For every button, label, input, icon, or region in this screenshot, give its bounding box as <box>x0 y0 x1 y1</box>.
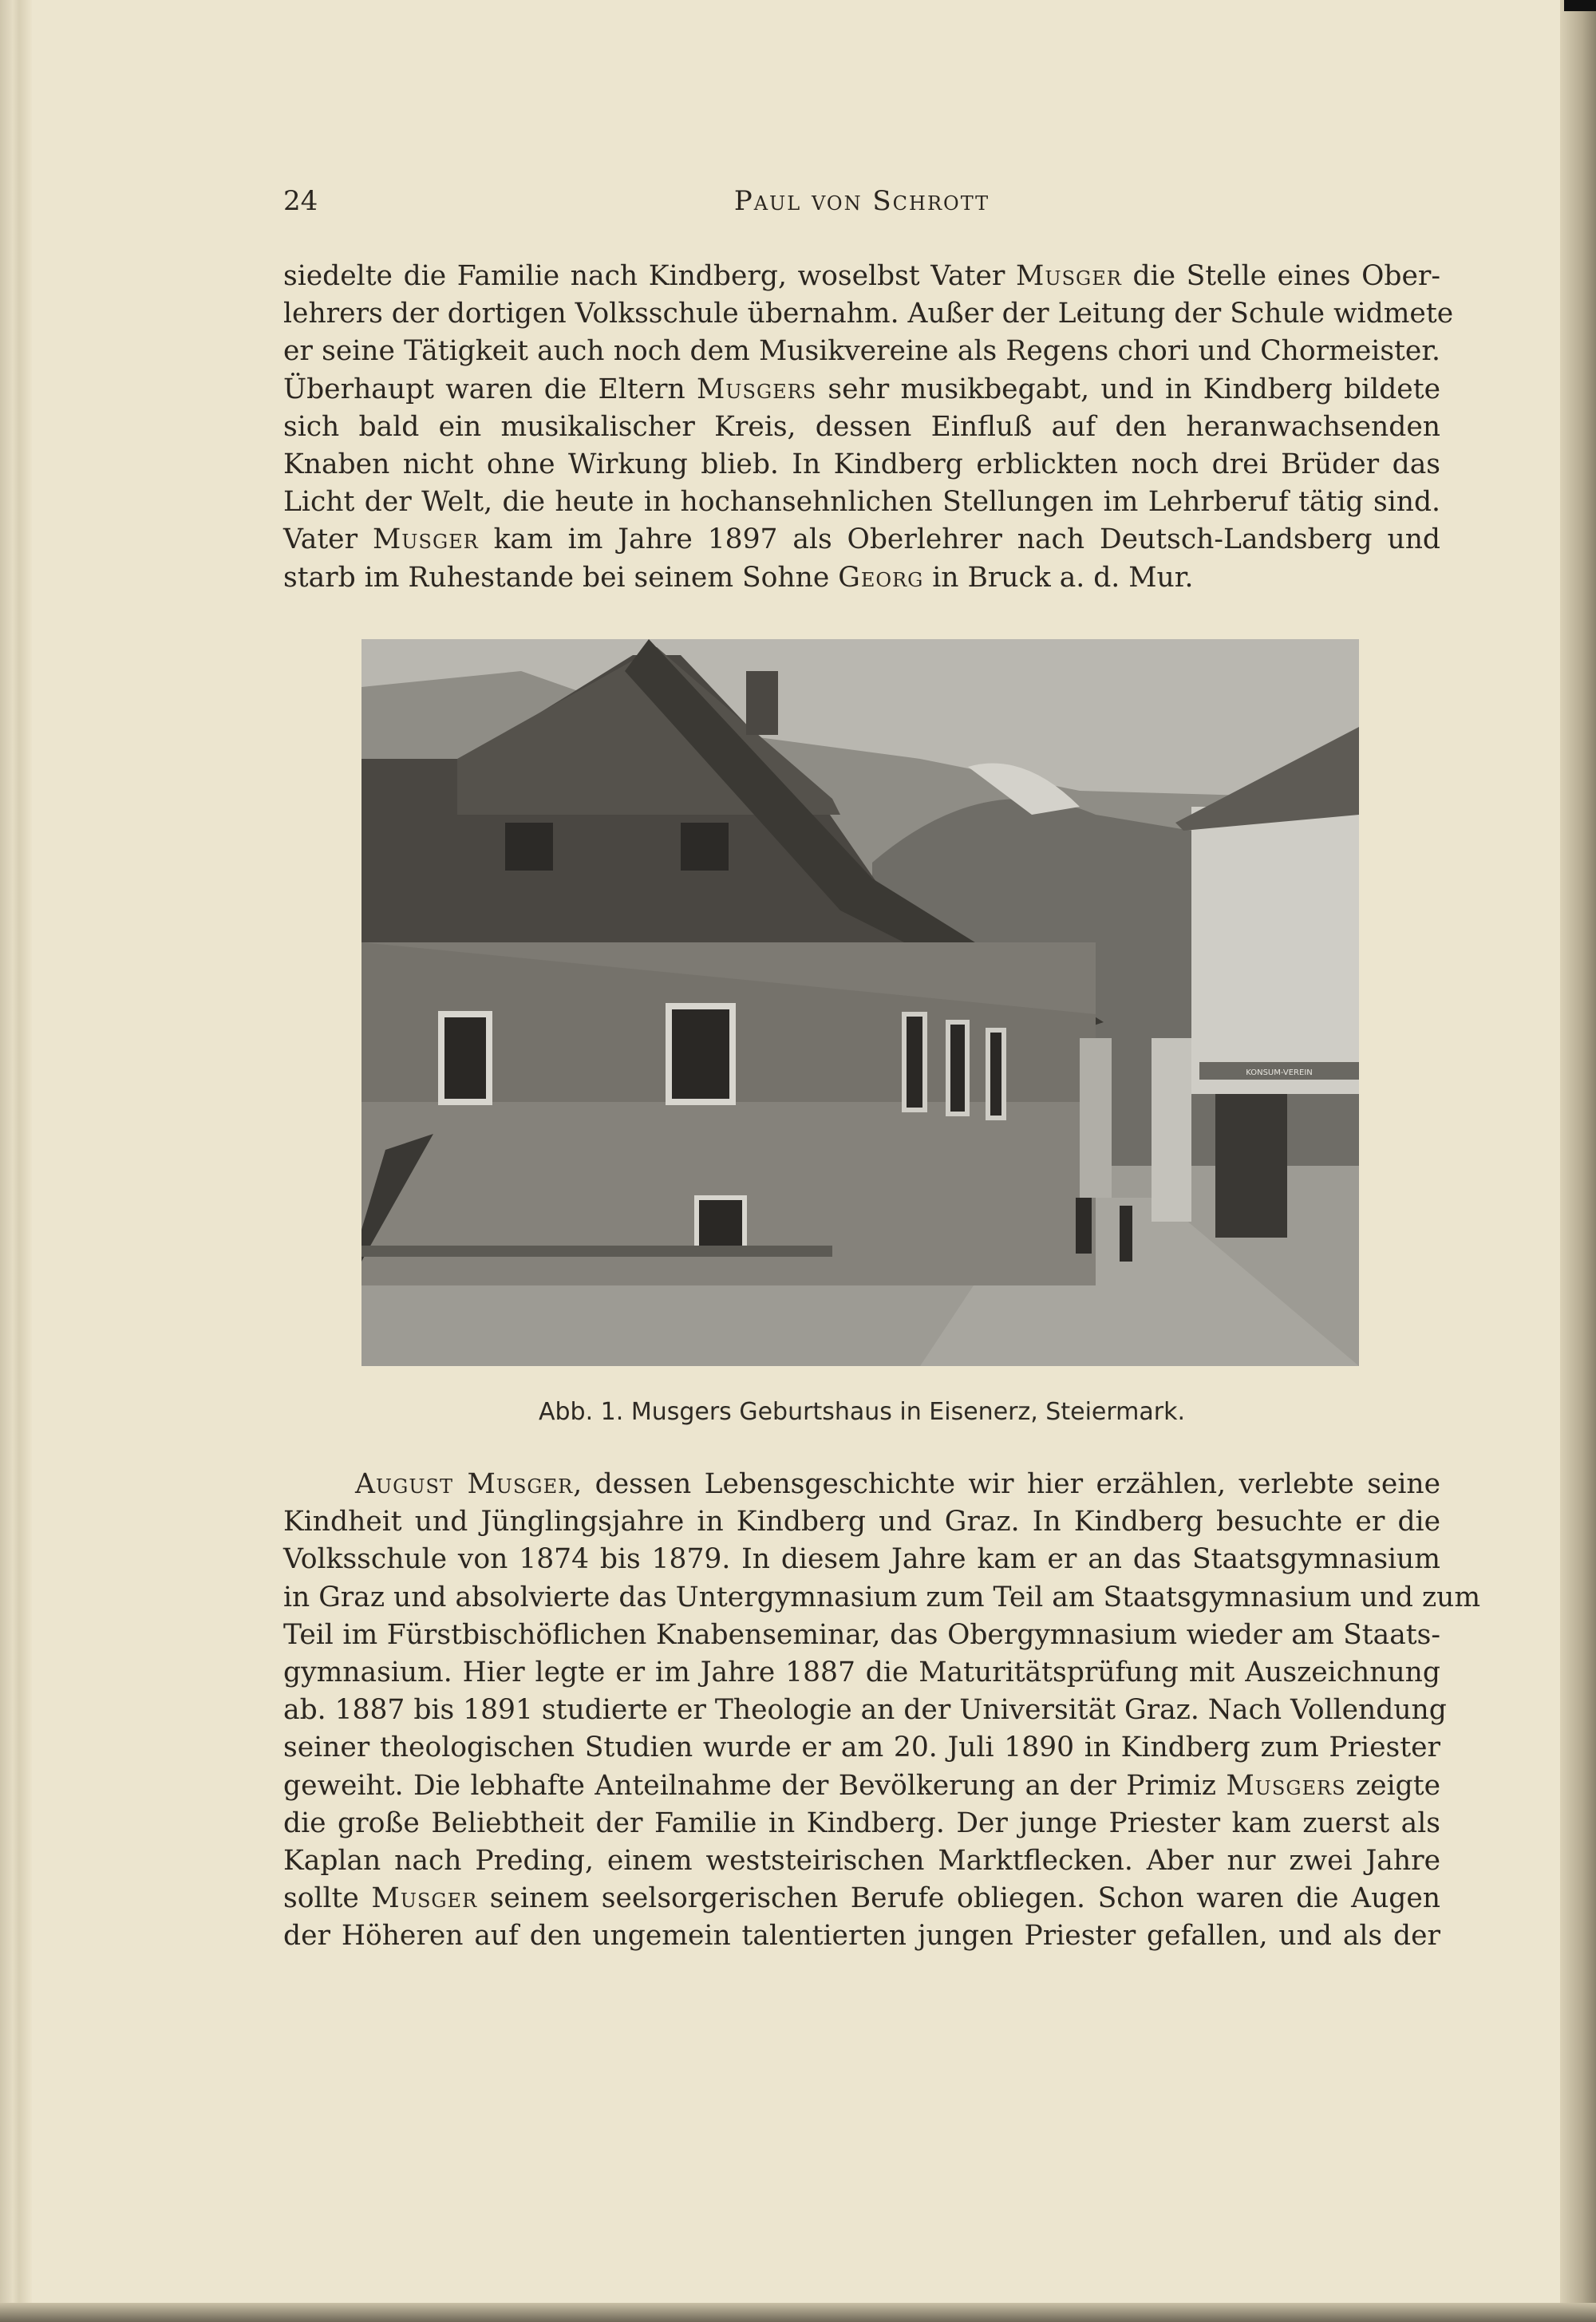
text-line <box>283 1917 1440 1955</box>
text-segment: Vater <box>283 523 373 556</box>
text-segment: Teil im Fürstbischöflichen Knabenseminar, das Obergymnasium wieder am Staats- <box>283 1618 1440 1651</box>
text-segment: sollte <box>283 1882 372 1915</box>
text-line <box>283 1466 1440 1503</box>
text-segment: Licht der Welt, die heute in hochansehnlichen Stellungen im Lehrberuf tätig sind. <box>283 486 1440 519</box>
text-segment: der Höheren auf den ungemein talentierten jungen Priester gefallen, und als der <box>283 1920 1440 1953</box>
text-line <box>283 484 1440 521</box>
small-caps-name: Musgers <box>1226 1769 1346 1802</box>
text-segment: ab. 1887 bis 1891 studierte er Theologie an der Universität Graz. Nach Vollendung <box>283 1694 1447 1727</box>
text-segment: seiner theologischen Studien wurde er am 20. Juli 1890 in Kindberg zum Priester <box>283 1732 1440 1764</box>
text-segment: geweiht. Die lebhafte Anteilnahme der Bevölkerung an der Primiz <box>283 1769 1227 1802</box>
text-segment: er seine Tätigkeit auch noch dem Musikvereine als Regens chori und Chormeister. <box>283 335 1440 368</box>
text-segment: die große Beliebtheit der Familie in Kindberg. Der junge Priester kam zuerst als <box>283 1807 1440 1839</box>
text-segment: Volksschule von 1874 bis 1879. In diesem Jahre kam er an das Staatsgymnasium <box>283 1543 1440 1576</box>
text-line <box>283 521 1440 559</box>
text-segment: Kindheit und Jünglingsjahre in Kindberg und Graz. In Kindberg besuchte er die <box>283 1506 1440 1538</box>
text-line <box>283 1692 1447 1729</box>
scan-bottom-edge <box>0 2303 1596 2322</box>
text-line <box>283 1880 1440 1917</box>
page-left-edge <box>0 0 32 2322</box>
text-segment: sehr musikbegabt, und in Kindberg bildete <box>816 373 1440 405</box>
small-caps-name: Georg <box>838 561 924 594</box>
text-line <box>283 1654 1440 1692</box>
small-caps-name: August Musger <box>355 1468 574 1500</box>
text-segment: sich bald ein musikalischer Kreis, dessen Einfluß auf den heranwachsenden <box>283 410 1440 443</box>
text-line <box>283 295 1454 333</box>
text-line <box>283 333 1440 370</box>
text-line <box>283 1842 1440 1880</box>
text-line <box>283 1579 1481 1617</box>
text-line <box>283 409 1440 446</box>
text-segment: zeigte <box>1345 1769 1440 1802</box>
paragraph-2 <box>283 1466 1481 1955</box>
text-segment: Kaplan nach Preding, einem weststeirischen Marktflecken. Aber nur zwei Jahre <box>283 1844 1440 1877</box>
text-segment: starb im Ruhestande bei seinem Sohne <box>283 561 839 594</box>
text-segment: siedelte die Familie nach Kindberg, woselbst Vater <box>283 260 1017 292</box>
page-header <box>283 185 1440 225</box>
text-segment: seinem seelsorgerischen Berufe obliegen. Schon waren die Augen <box>477 1882 1441 1915</box>
text-line <box>283 258 1440 295</box>
running-title: Paul von Schrott <box>733 185 990 217</box>
text-segment: Knaben nicht ohne Wirkung blieb. In Kindberg erblickten noch drei Brüder das <box>283 448 1440 480</box>
text-line <box>283 446 1440 484</box>
text-line <box>283 1503 1440 1541</box>
figure-caption: Abb. 1. Musgers Geburtshaus in Eisenerz, Steiermark. <box>538 1398 1186 1426</box>
text-segment: die Stelle eines Ober- <box>1121 260 1441 292</box>
paragraph-1 <box>283 258 1454 597</box>
figure-photo-birth-house <box>361 639 1359 1366</box>
page-number: 24 <box>283 185 318 217</box>
text-segment: lehrers der dortigen Volksschule übernahm. Außer der Leitung der Schule widmete <box>283 298 1454 330</box>
small-caps-name: Musger <box>372 523 479 556</box>
text-segment: , dessen Lebensgeschichte wir hier erzählen, verlebte seine <box>573 1468 1440 1500</box>
text-line <box>283 1767 1440 1805</box>
text-line <box>283 371 1440 409</box>
text-line <box>283 1805 1440 1842</box>
small-caps-name: Musger <box>371 1882 478 1915</box>
text-line <box>283 1541 1440 1578</box>
text-segment: Überhaupt waren die Eltern <box>283 373 697 405</box>
shop-sign: KONSUM-VEREIN <box>1246 1068 1313 1077</box>
text-segment: gymnasium. Hier legte er im Jahre 1887 die Maturitätsprüfung mit Auszeichnung <box>283 1656 1440 1688</box>
text-segment: in Bruck a. d. Mur. <box>923 561 1194 594</box>
text-line <box>283 559 1440 597</box>
scan-corner <box>1564 0 1596 11</box>
text-segment: in Graz und absolvierte das Untergymnasium zum Teil am Staatsgymnasium und zum <box>283 1581 1481 1613</box>
small-caps-name: Musgers <box>696 373 817 405</box>
text-line <box>283 1729 1440 1767</box>
small-caps-name: Musger <box>1016 260 1122 292</box>
text-line <box>283 1617 1440 1654</box>
page-right-edge <box>1560 0 1596 2322</box>
text-segment: kam im Jahre 1897 als Oberlehrer nach Deutsch-Landsberg und <box>478 523 1440 556</box>
